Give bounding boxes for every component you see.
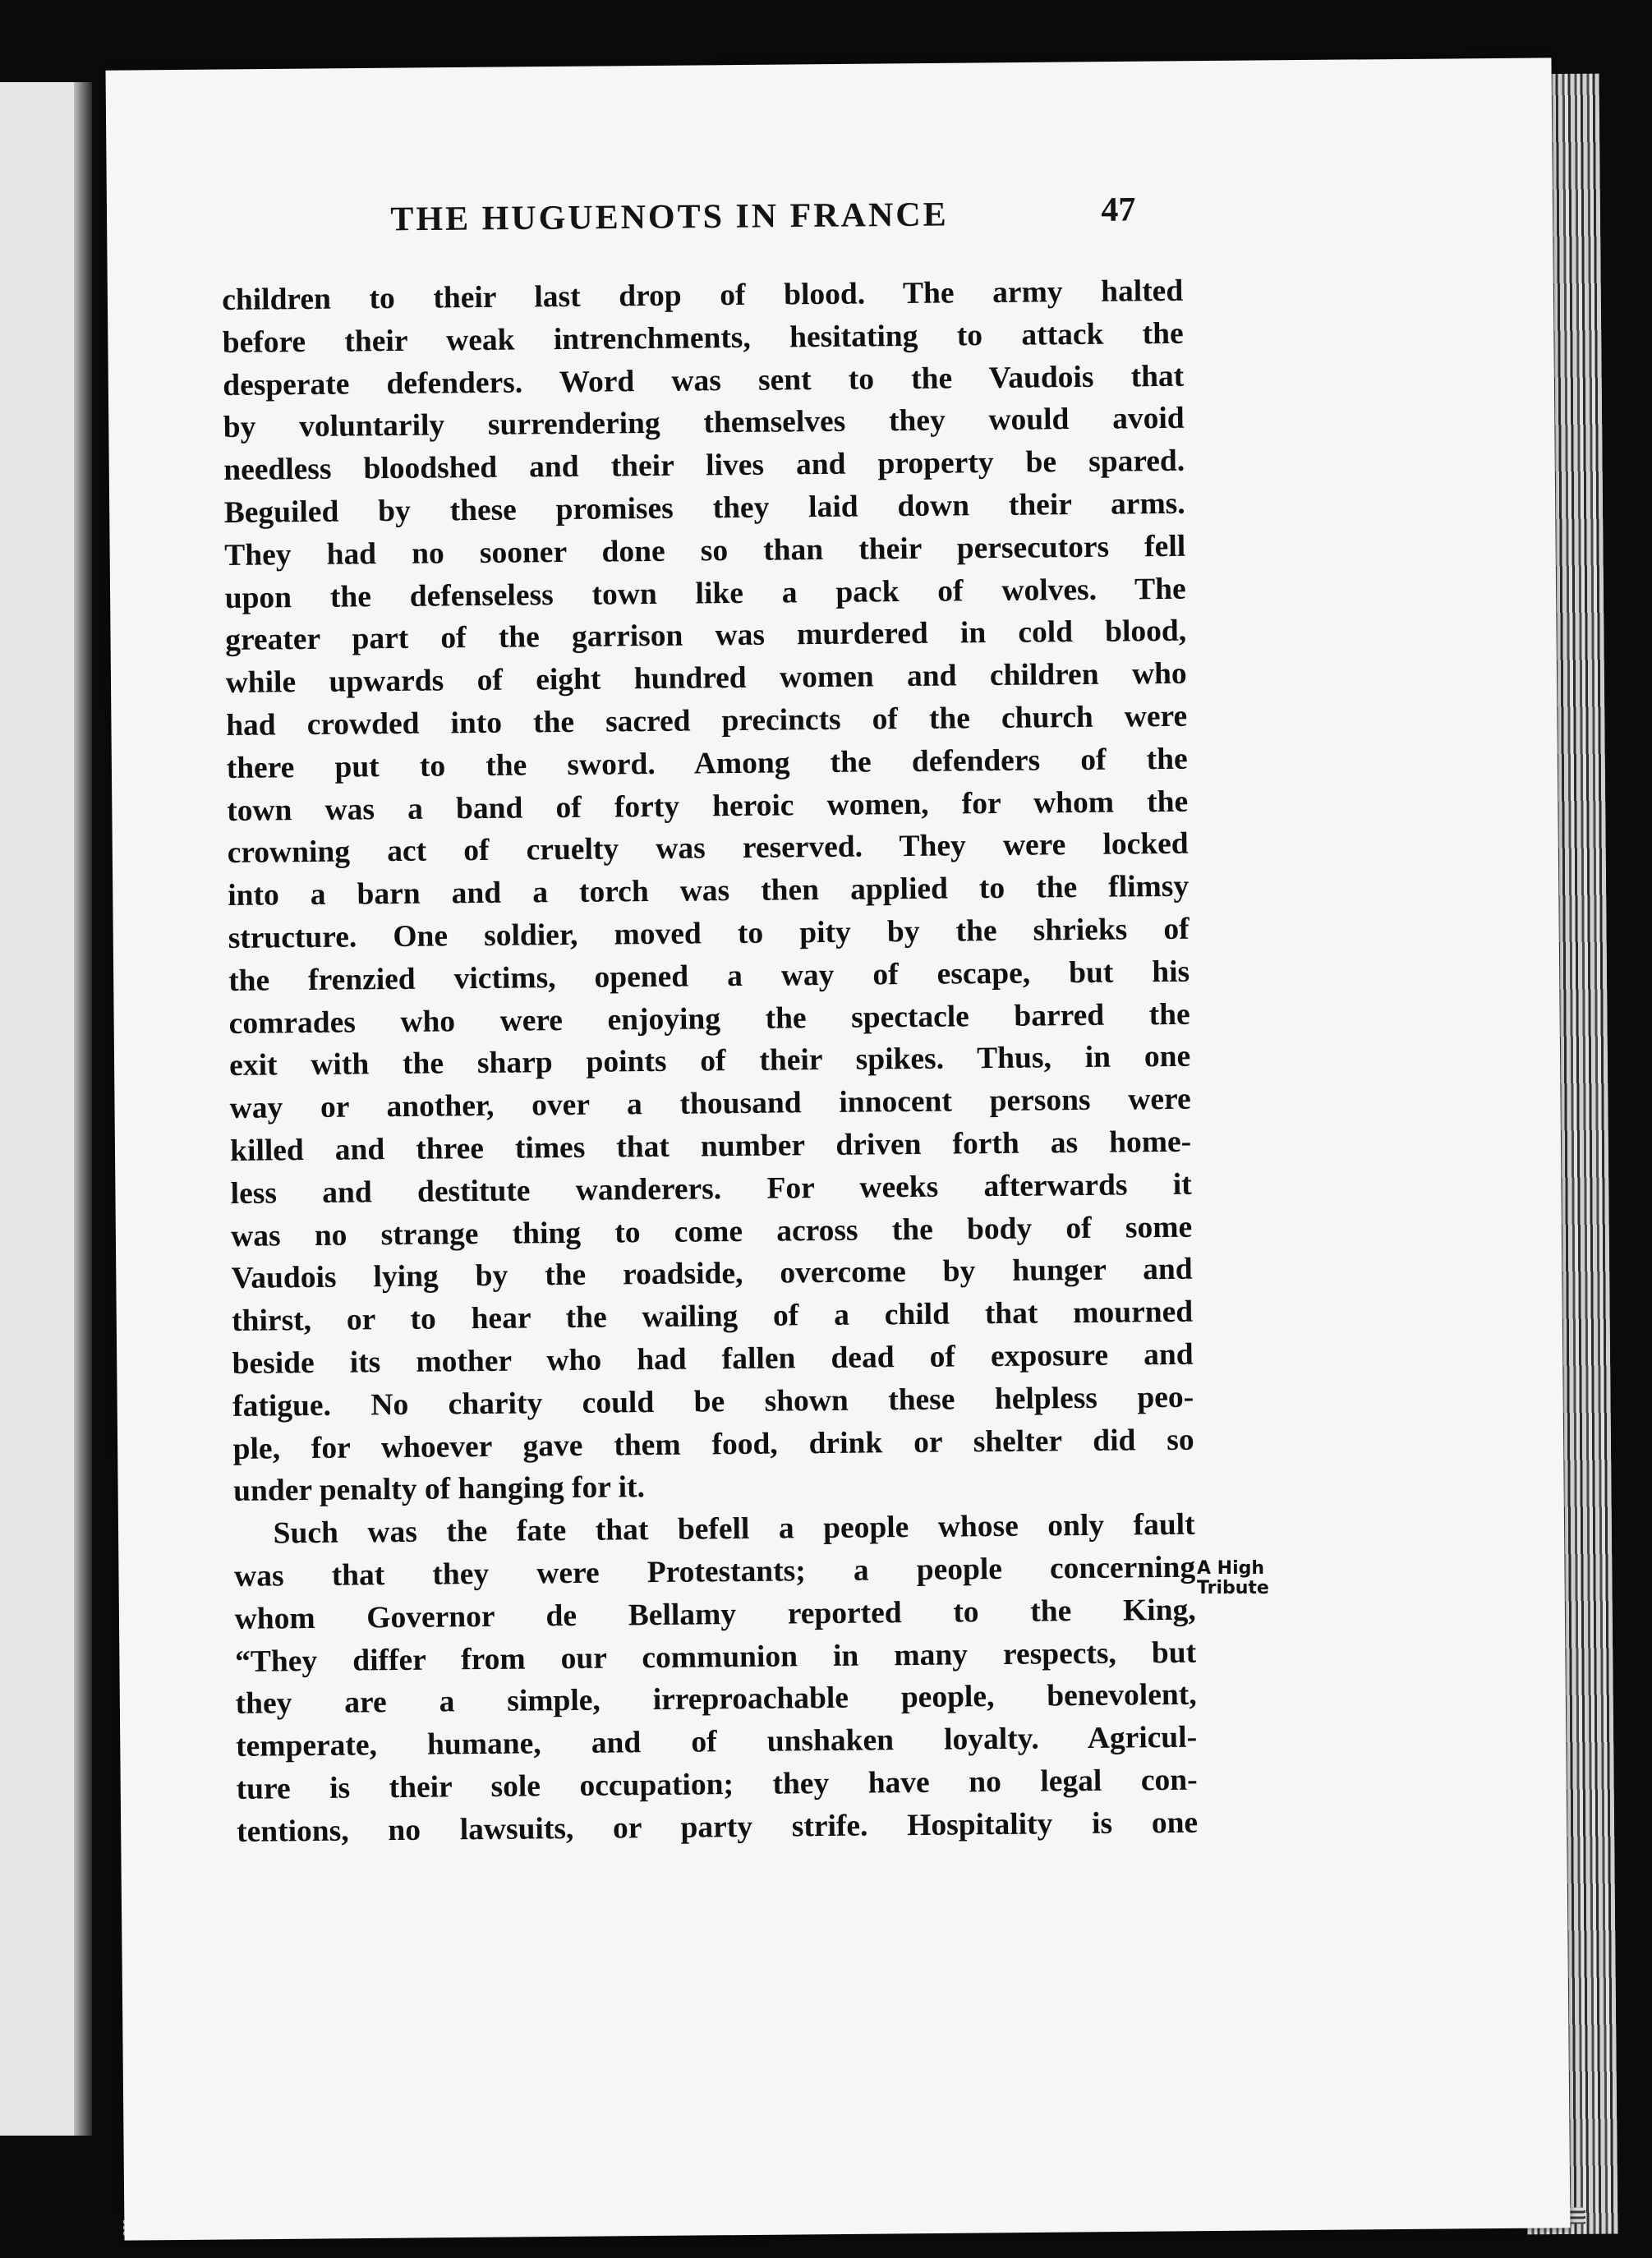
text-line: temperate, humane, and of unshaken loyalty. Agricul- xyxy=(235,1720,1198,1764)
text-line: under penalty of hanging for it. xyxy=(232,1470,646,1509)
text-line: tentions, no lawsuits, or party strife. Hospitality is one xyxy=(236,1805,1199,1849)
text-line: ple, for whoever gave them food, drink or shelter did so xyxy=(232,1423,1194,1466)
facing-page-edge xyxy=(0,82,92,2136)
text-line: desperate defenders. Word was sent to the Vaudois that xyxy=(223,359,1185,402)
text-line: beside its mother who had fallen dead of exposure and xyxy=(232,1337,1194,1381)
text-line: while upwards of eight hundred women and children who xyxy=(225,656,1187,701)
book-gutter xyxy=(74,82,92,2136)
text-line: structure. One soldier, moved to pity by the shrieks of xyxy=(228,912,1190,955)
text-line: less and destitute wanderers. For weeks afterwards it xyxy=(230,1167,1192,1211)
text-line: greater part of the garrison was murdered in cold blood, xyxy=(225,614,1187,658)
text-line: by voluntarily surrendering themselves they would avoid xyxy=(223,402,1185,445)
text-line: Vaudois lying by the roadside, overcome by hunger and xyxy=(231,1253,1193,1296)
text-line: upon the defenseless town like a pack of wolves. The xyxy=(224,572,1186,615)
text-line: fatigue. No charity could be shown these helpless peo- xyxy=(232,1380,1194,1423)
text-line: had crowded into the sacred precincts of the church were xyxy=(226,699,1188,743)
margin-note-line: Tribute xyxy=(1197,1578,1269,1598)
margin-note xyxy=(1197,1559,1269,1598)
text-line: They had no sooner done so than their persecutors fell xyxy=(224,529,1186,573)
page-header xyxy=(275,136,1147,239)
text-line: exit with the sharp points of their spikes. Thus, in one xyxy=(228,1040,1191,1083)
text-line: there put to the sword. Among the defenders of the xyxy=(226,742,1188,785)
text-line: thirst, or to hear the wailing of a child that mourned xyxy=(231,1295,1194,1339)
text-line: “They differ from our communion in many respects, but xyxy=(234,1635,1197,1679)
body-text xyxy=(222,270,1198,1854)
text-line: into a barn and a torch was then applied to the flimsy xyxy=(228,869,1190,913)
text-line: was no strange thing to come across the body of some xyxy=(230,1210,1193,1253)
text-line: before their weak intrenchments, hesitating to attack the xyxy=(222,316,1184,360)
margin-note-line: A High xyxy=(1197,1558,1265,1579)
text-line: crowning act of cruelty was reserved. They were locked xyxy=(227,827,1189,871)
text-line: comrades who were enjoying the spectacle barred the xyxy=(228,997,1190,1041)
text-line: way or another, over a thousand innocent persons were xyxy=(229,1082,1191,1126)
text-line: killed and three times that number driven forth as home- xyxy=(229,1124,1192,1168)
text-line: Such was the fate that befell a people whose only fault xyxy=(273,1507,1195,1551)
text-line: Beguiled by these promises they laid down their arms. xyxy=(223,486,1185,530)
text-line: town was a band of forty heroic women, for whom the xyxy=(227,784,1189,828)
text-line: they are a simple, irreproachable people, benevolent, xyxy=(235,1677,1197,1722)
text-line: needless bloodshed and their lives and property be spared. xyxy=(223,444,1185,488)
text-line: the frenzied victims, opened a way of escape, but his xyxy=(228,954,1190,998)
text-line: ture is their sole occupation; they have no legal con- xyxy=(236,1763,1198,1806)
page-number: 47 xyxy=(1101,191,1136,229)
running-head: THE HUGUENOTS IN FRANCE xyxy=(390,195,949,239)
text-line: children to their last drop of blood. The army halted xyxy=(222,274,1184,317)
text-line: was that they were Protestants; a people concerning xyxy=(233,1550,1196,1593)
text-line: whom Governor de Bellamy reported to the King, xyxy=(234,1593,1196,1636)
